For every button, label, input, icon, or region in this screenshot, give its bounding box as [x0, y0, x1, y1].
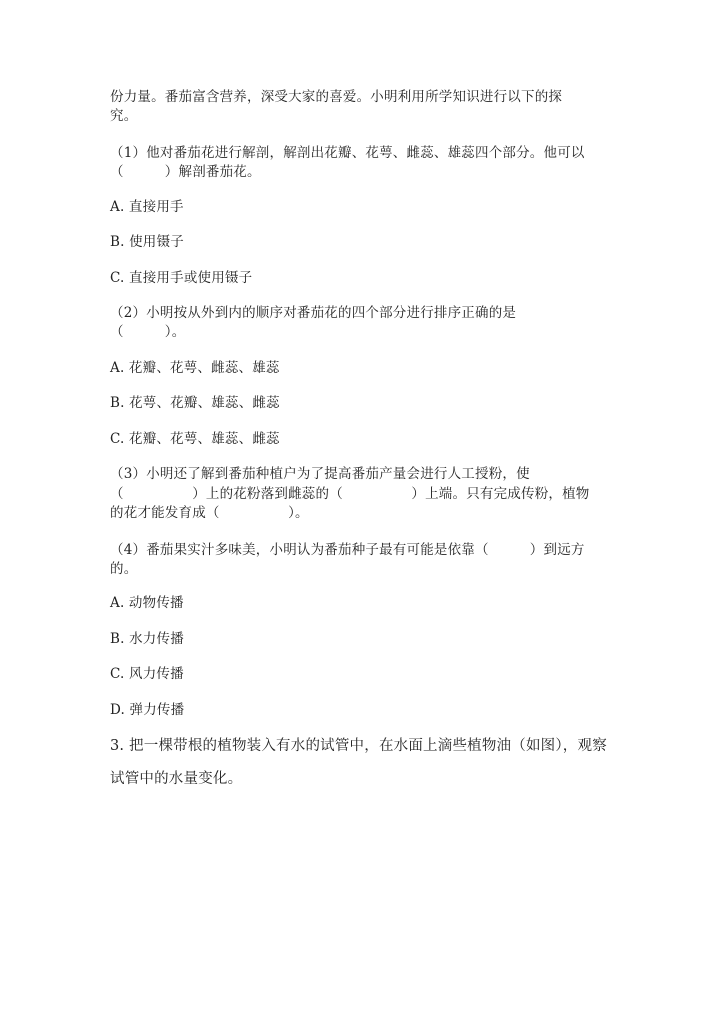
q3-stem-line-2: （ ）上的花粉落到雌蕊的（ ）上端。只有完成传粉，植物	[110, 486, 590, 502]
question-3-line-2: 试管中的水量变化。	[110, 771, 243, 787]
q1-stem-line-1: （1）他对番茄花进行解剖，解剖出花瓣、花萼、雌蕊、雄蕊四个部分。他可以	[110, 145, 585, 161]
q3-stem-line-3: 的花才能发育成（ ）。	[110, 505, 309, 521]
q1-option-c: C. 直接用手或使用镊子	[110, 270, 253, 286]
q2-option-b: B. 花萼、花瓣、雄蕊、雌蕊	[110, 395, 280, 411]
question-3-line-1: 3. 把一棵带根的植物装入有水的试管中，在水面上滴些植物油（如图），观察	[110, 738, 607, 754]
q1-option-a: A. 直接用手	[110, 199, 184, 215]
q4-option-c: C. 风力传播	[110, 666, 184, 682]
q3-stem-line-1: （3）小明还了解到番茄种植户为了提高番茄产量会进行人工授粉，使	[110, 466, 530, 482]
q2-option-a: A. 花瓣、花萼、雌蕊、雄蕊	[110, 360, 280, 376]
intro-line-1: 份力量。番茄富含营养，深受大家的喜爱。小明利用所学知识进行以下的探	[110, 89, 563, 105]
q2-stem-line-1: （2）小明按从外到内的顺序对番茄花的四个部分进行排序正确的是	[110, 305, 517, 321]
q2-stem-line-2: （ ）。	[110, 324, 186, 340]
q2-option-c: C. 花瓣、花萼、雄蕊、雌蕊	[110, 431, 280, 447]
intro-line-2: 究。	[110, 108, 138, 124]
q4-stem-line-1: （4）番茄果实汁多味美，小明认为番茄种子最有可能是依靠（ ）到远方	[110, 542, 585, 558]
q1-option-b: B. 使用镊子	[110, 234, 184, 250]
q4-option-d: D. 弹力传播	[110, 702, 185, 718]
q4-option-b: B. 水力传播	[110, 631, 184, 647]
q1-stem-line-2: （ ）解剖番茄花。	[110, 164, 261, 180]
q4-stem-line-2: 的。	[110, 561, 138, 577]
q4-option-a: A. 动物传播	[110, 595, 184, 611]
